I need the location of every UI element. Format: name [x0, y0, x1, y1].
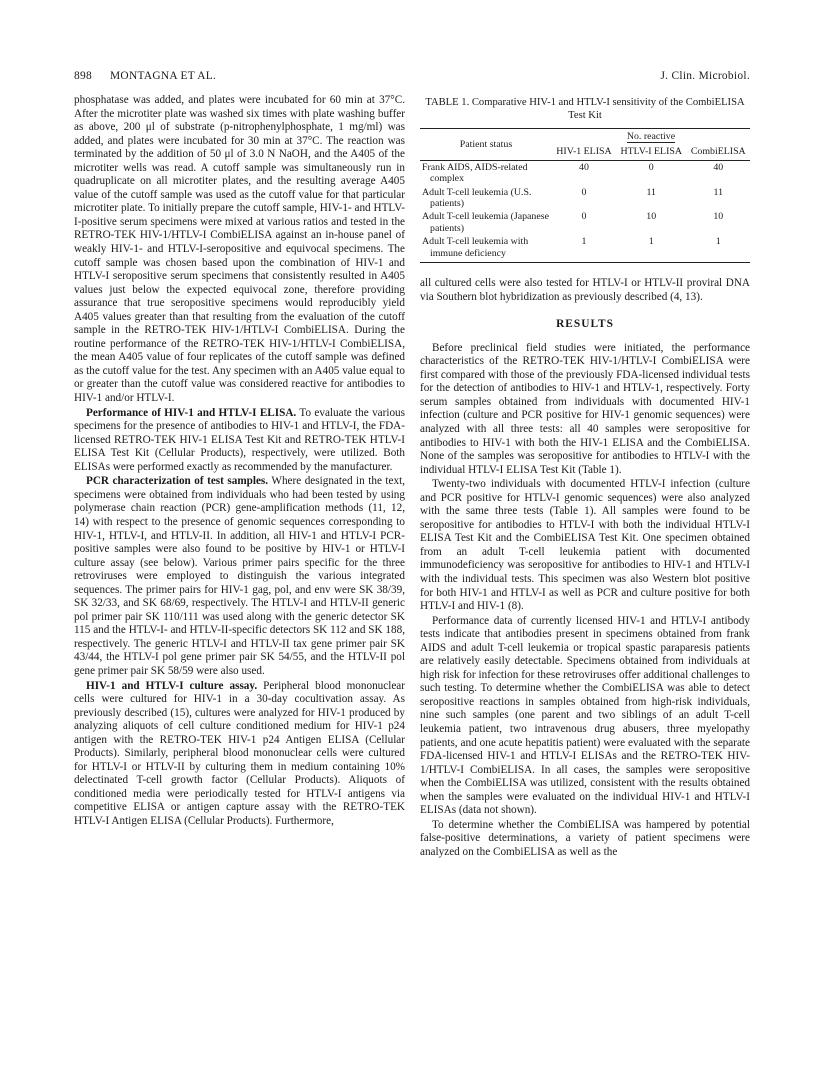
row-combi: 11 — [713, 186, 724, 198]
results-heading: RESULTS — [556, 318, 614, 331]
row-htlv: 10 — [646, 211, 657, 223]
row-hiv: 0 — [581, 186, 587, 198]
results-paragraph-4: To determine whether the CombiELISA was hampered by potential false-positive determinations, a variety of patient specimens were analyzed on the CombiELISA as well as the — [420, 818, 750, 858]
row-htlv: 11 — [646, 186, 656, 198]
left-column — [74, 94, 405, 829]
results-paragraph-1: Before preclinical field studies were initiated, the performance characteristics of the RETRO-TEK HIV-1/HTLV-I CombiELISA were first compared with those of the previously FDA-licensed individual tests for the detection of antibodies to HIV-1 and HTLV-1, respectively. Forty serum samples obtained from individuals with documented HIV-1 infection (culture and PCR positive for HIV-1 genomic sequences) were analyzed with all three tests: all 40 samples were seropositive for antibodies to HIV-1 with both the HIV-1 ELISA and the CombiELISA. None of the samples was seropositive for antibodies to HTLV-I with the individual HTLV-I ELISA Test Kit (Table 1). — [420, 341, 750, 476]
row-combi: 10 — [713, 211, 724, 223]
section-body: Peripheral blood mononuclear cells were cultured for HIV-1 in a 30-day cocultivation assay. As previously described (15), cultures were analyzed for HIV-1 produced by analyzing aliquots of cell culture conditioned medium for HIV-1 p24 antigen with the RETRO-TEK HIV-1 p24 Antigen ELISA (Cellular Products). Similarly, peripheral blood mononuclear cells were cultured for HTLV-I or HTLV-II by culturing them in medium containing 10% delectinated T-cell growth factor (Cellular Products). Aliquots of conditioned media were periodically tested for HTLV-I antigens via competitive ELISA or antigen capture assay with the RETRO-TEK HTLV-I Antigen ELISA (Cellular Products). Furthermore, — [74, 679, 405, 827]
table-row — [420, 235, 750, 262]
table-1 — [420, 128, 750, 263]
row-hiv: 40 — [579, 161, 589, 173]
section-body: Where designated in the text, specimens were obtained from individuals who had been tested by using polymerase chain reaction (PCR) gene-amplification methods (11, 12, 14) with respect to the presence of genomic sequences corresponding to HIV-1, HTLV-I, and HTLV-II. In addition, all HIV-1 and HTLV-I PCR-positive samples were also found to be positive by HIV-1 or HTLV-I culture assay (see below). Various primer pairs specific for the three retroviruses were employed to distinguish the various integrated sequences. The primer pairs for HIV-1 gag, pol, and env were SK 38/39, SK 32/33, and SK 68/69, respectively. The HTLV-I and HTLV-II generic pol primer pair SK 110/111 was used along with the generic detector SK 115 and the HTLV-I- and HTLV-II-specific detectors SK 112 and SK 188, respectively. The generic HTLV-I and HTLV-II tax gene primer pair SK 43/44, the HTLV-I pol gene primer pair SK 54/55, and the HTLV-II pol gene primer pair SK 58/59 were also used. — [74, 475, 405, 677]
results-paragraph-2: Twenty-two individuals with documented HTLV-I infection (culture and PCR positive for HTLV-I genomic sequences) were also analyzed with the same three tests (Table 1). All samples were found to be seropositive for antibodies to HTLV-I with both the individual HTLV-I ELISA Test Kit and the CombiELISA Test Kit. One specimen obtained from an adult T-cell leukemia patient with documented immunodeficiency was seropositive for antibodies to HIV-1 and HTLV-I with the individual tests. This specimen was also Western blot positive for both HIV-1 and HTLV-I as well as PCR and culture positive for both HTLV-I and HIV-1 (8). — [420, 478, 750, 613]
row-status: Adult T-cell leukemia (U.S. patients) — [422, 186, 532, 210]
section-heading: Performance of HIV-1 and HTLV-I ELISA. — [86, 406, 297, 419]
row-hiv: 0 — [581, 211, 587, 223]
methods-paragraph-cutoff: phosphatase was added, and plates were incubated for 60 min at 37°C. After the microtiter plate was washed six times with plate washing buffer as above, 200 μl of substrate (p-nitrophenylphosphate, 1 mg/ml) was added, and plates were incubated for 30 min at 37°C. The reaction was terminated by the addition of 50 μl of 3.0 N NaOH, and the A405 of the microtiter wells was read. A cutoff sample was simultaneously run in quadruplicate on all microtiter plates, and the resulting average A405 value of the cutoff sample was used as the cutoff value for that particular microtiter plate. To initially prepare the cutoff sample, HIV-1- and HTLV-I-positive serum specimens were mixed at various ratios and tested in the RETRO-TEK HIV-1/HTLV-I CombiELISA against an in-house panel of weakly HIV-1- and HTLV-I-seropositive and equivocal specimens. The cutoff sample was chosen based upon the combination of HIV-1 and HTLV-I seropositive serum specimens that consistently resulted in A405 values just below the expected equivocal zone, therefore providing assurance that true seropositive specimens would reproducibly yield A405 values greater than that resulting from the evaluation of the cutoff sample in the RETRO-TEK HIV-1/HTLV-I CombiELISA. During the routine performance of the RETRO-TEK HIV-1/HTLV-I CombiELISA, the mean A405 value of four replicates of the cutoff sample was defined as the cutoff value for the test. Any specimen with an A405 value equal to or greater than the cutoff value was considered reactive for antibodies to HIV-1 and/or HTLV-I. — [74, 94, 405, 405]
page-header — [74, 70, 750, 86]
row-status: Adult T-cell leukemia with immune deficiency — [420, 235, 552, 262]
section-elisa — [74, 407, 405, 475]
row-status: Frank AIDS, AIDS-related complex — [422, 161, 528, 185]
culture-continuation: all cultured cells were also tested for HTLV-I or HTLV-II proviral DNA via Southern blot hybridization as previously described (4, 13). — [420, 277, 750, 303]
table-header-row — [420, 129, 750, 145]
section-culture — [74, 680, 405, 829]
section-body: To evaluate the various specimens for the presence of antibodies to HIV-1 and HTLV-I, the FDA-licensed RETRO-TEK HIV-1 ELISA Test Kit and RETRO-TEK HTLV-I ELISA Test Kit (Cellular Products), respectively, were utilized. Both ELISAs were performed exactly as recommended by the manufacturer. — [74, 406, 406, 473]
col-combielisa: CombiELISA — [687, 144, 750, 160]
table-row — [420, 186, 750, 211]
col-htlv1-elisa: HTLV-I ELISA — [616, 144, 687, 160]
page-number: 898 — [74, 70, 92, 82]
running-authors: MONTAGNA ET AL. — [110, 70, 217, 82]
section-heading: PCR characterization of test samples. — [86, 475, 269, 488]
section-pcr — [74, 475, 405, 678]
row-htlv: 0 — [648, 161, 654, 173]
table-caption: TABLE 1. Comparative HIV-1 and HTLV-I sensitivity of the CombiELISA Test Kit — [425, 97, 745, 121]
table-row — [420, 210, 750, 235]
col-hiv1-elisa: HIV-1 ELISA — [552, 144, 616, 160]
col-group-no-reactive: No. reactive — [626, 131, 676, 142]
results-paragraph-3: Performance data of currently licensed HIV-1 and HTLV-I antibody tests indicate that antibodies present in specimens obtained from frank AIDS and adult T-cell leukemia or tropical spastic paraparesis patients are relatively easily detectable. Specimens obtained from individuals at high risk for infection for these retroviruses offer additional challenges to such testing. To determine whether the CombiELISA was able to detect seropositive reactions in samples obtained from high-risk individuals, nine such samples (one parent and two siblings of an adult T-cell leukemia patient, two intravenous drug abusers, three myelopathy patients, and one acute hepatitis patient) were evaluated with the separate FDA-licensed HIV-1 and HTLV-I ELISAs and the RETRO-TEK HIV-1/HTLV-I CombiELISA. In all cases, the samples were seropositive when the CombiELISA was utilized, consistent with the results obtained when the samples were evaluated on the individual HIV-1 and HTLV-I ELISAs (data not shown). — [420, 614, 750, 817]
section-heading: HIV-1 and HTLV-I culture assay. — [86, 679, 258, 692]
row-status: Adult T-cell leukemia (Japanese patients) — [422, 211, 549, 234]
row-combi: 1 — [687, 235, 750, 262]
col-patient-status: Patient status — [420, 129, 552, 161]
right-column — [420, 94, 750, 859]
row-hiv: 1 — [552, 235, 616, 262]
journal-name: J. Clin. Microbiol. — [660, 70, 750, 82]
table-row — [420, 160, 750, 185]
row-htlv: 1 — [616, 235, 687, 262]
row-combi: 40 — [713, 161, 724, 173]
